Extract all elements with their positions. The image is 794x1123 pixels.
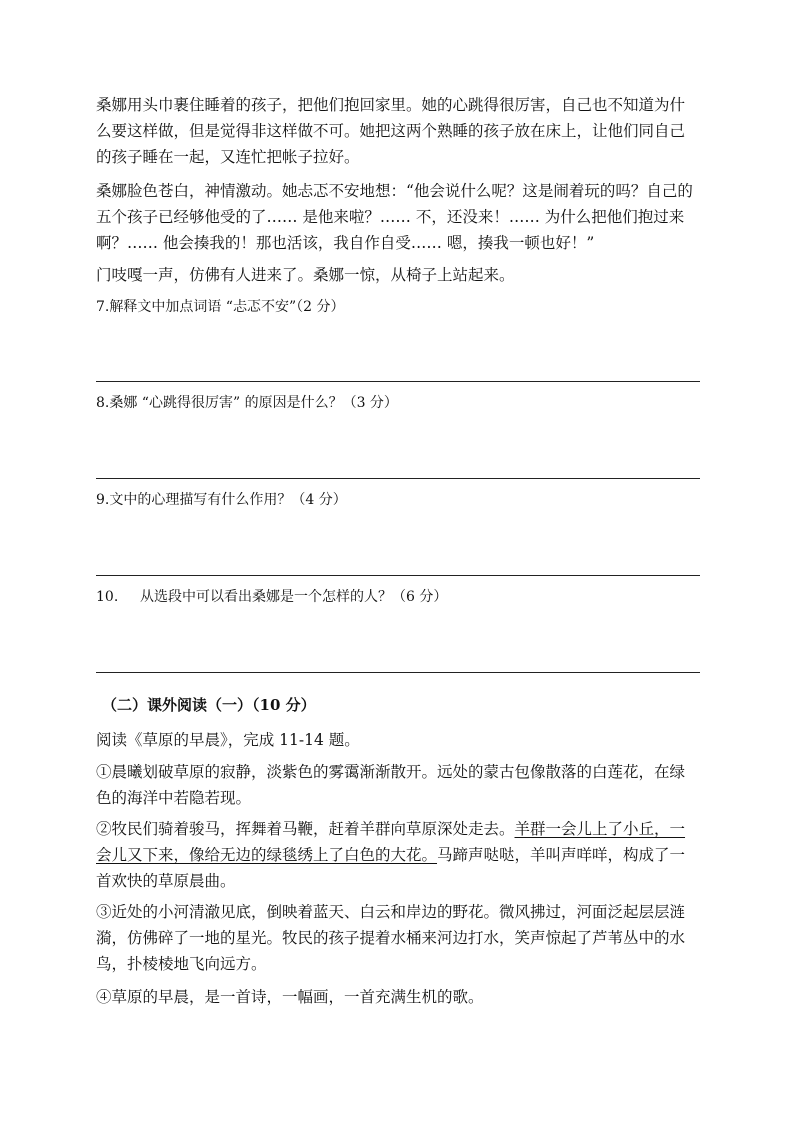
article-paragraph-2-end: 马蹄声哒哒，羊叫声咩咩，构成了一首欢快的草原晨曲。 (96, 846, 686, 890)
article-paragraph-3: ③近处的小河清澈见底，倒映着蓝天、白云和岸边的野花。微风拂过，河面泛起层层涟漪，仿佛碎了一地的星光。牧民的孩子提着水桶来河边打水，笑声惊起了芦苇丛中的水鸟，扑棱棱地飞向远方。 (96, 903, 686, 973)
question-10-number: 10. (96, 589, 119, 605)
answer-line-9[interactable] (96, 575, 700, 576)
question-7: 7.解释文中加点词语 “忐忑不安”（2 分） (96, 299, 345, 315)
answer-line-10[interactable] (96, 672, 700, 673)
passage-paragraph-3: 门吱嘎一声，仿佛有人进来了。桑娜一惊，从椅子上站起来。 (96, 266, 515, 284)
article-paragraph-1: ①晨曦划破草原的寂静，淡紫色的雾霭渐渐散开。远处的蒙古包像散落的白莲花，在绿色的海洋中若隐若现。 (96, 763, 686, 807)
article-paragraph-2-start: ②牧民们骑着骏马，挥舞着马鞭，赶着羊群向草原深处走去。 (96, 820, 515, 838)
question-10-text: 从选段中可以看出桑娜是一个怎样的人？（6 分） (140, 589, 448, 605)
passage-paragraph-1: 桑娜用头巾裹住睡着的孩子，把他们抱回家里。她的心跳得很厉害，自己也不知道为什么要这样做，但是觉得非这样做不可。她把这两个熟睡的孩子放在床上，让他们同自己的孩子睡在一起，又连忙把帐子拉好。 (96, 96, 686, 166)
answer-line-7[interactable] (96, 381, 700, 382)
article-paragraph-4: ④草原的早晨，是一首诗，一幅画，一首充满生机的歌。 (96, 988, 484, 1006)
question-8: 8.桑娜 “心跳得很厉害” 的原因是什么？（3 分） (96, 395, 398, 411)
answer-line-8[interactable] (96, 478, 700, 479)
article-paragraph-2 (96, 816, 700, 894)
question-9: 9.文中的心理描写有什么作用？（4 分） (96, 492, 347, 508)
underlined-sentence: 羊群一会儿上了小丘，一会儿又下来，像给无边的绿毯绣上了白色的大花。 (96, 820, 686, 864)
passage-paragraph-2: 桑娜脸色苍白，神情激动。她忐忑不安地想：“他会说什么呢？这是闹着玩的吗？自己的五个孩子已经够他受的了…… 是他来啦？…… 不，还没来！…… 为什么把他们抱过来啊？…… 他会揍我的！那也活该，我自作自受…… 嗯，揍我一顿也好！” (96, 182, 693, 252)
section-heading: （二）课外阅读（一）（10 分） (102, 696, 316, 714)
reading-instruction: 阅读《草原的早晨》，完成 11-14 题。 (96, 731, 360, 749)
question-10 (96, 586, 700, 608)
